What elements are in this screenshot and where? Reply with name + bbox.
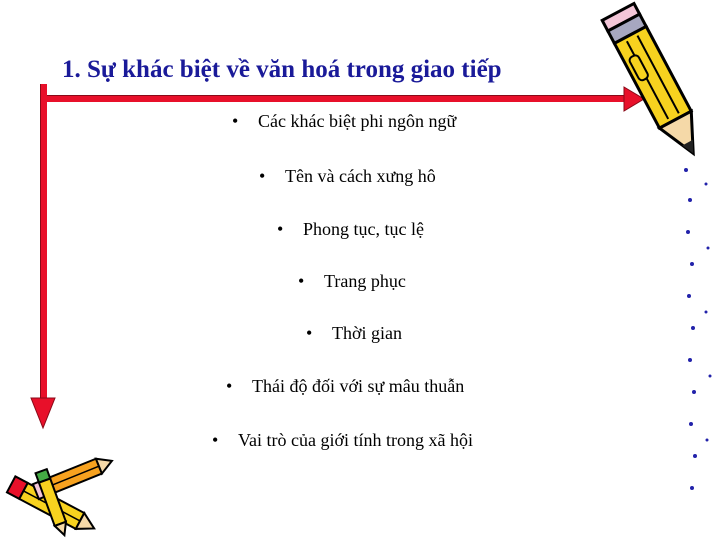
bullet-item: • Phong tục, tục lệ	[277, 219, 424, 239]
dotted-decoration	[676, 160, 720, 510]
bullet-item: • Tên và cách xưng hô	[259, 166, 436, 186]
bullet-item: • Vai trò của giới tính trong xã hội	[212, 430, 473, 450]
bullet-item: • Thời gian	[306, 323, 403, 343]
bullet-item: • Thái độ đối với sự mâu thuẫn	[226, 376, 465, 396]
vertical-arrow	[30, 84, 56, 434]
horizontal-arrow	[30, 86, 650, 112]
bullet-item: • Trang phục	[298, 271, 406, 291]
slide-title: 1. Sự khác biệt về văn hoá trong giao tiếp	[62, 56, 502, 83]
bullet-item: • Các khác biệt phi ngôn ngữ	[232, 111, 457, 131]
crossed-pencils-icon	[0, 450, 120, 540]
pencil-icon	[596, 0, 720, 175]
